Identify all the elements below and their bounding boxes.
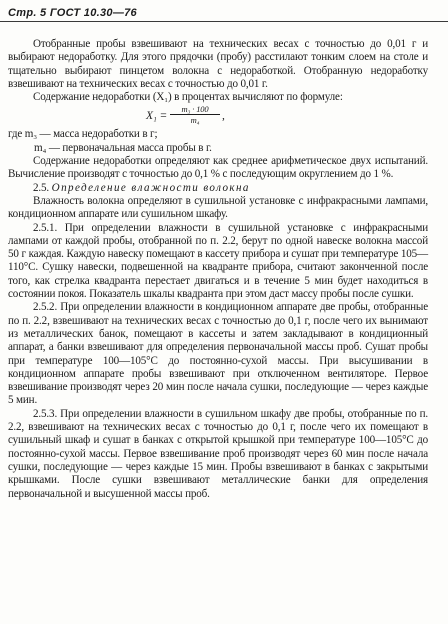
formula-where-m4: m₄ — первоначальная масса пробы в г. bbox=[34, 141, 212, 154]
paragraph-average: Содержание недоработки определяют как среднее арифметическое двух испытаний. Вычисление производят с точностью до 0,1 % с последующим округлением до 1 %. bbox=[8, 155, 428, 181]
paragraph-2-5-1: 2.5.1. При определении влажности в сушильной установке с инфракрасными лампами от каждой пробы, отобранной по п. 2.2, берут по одной навеске волокна массой 50 г каждая. Каждую навеску помещают в кассету прибора и сушат при температуре 105—110°С. Сушку навески, подвешенной на квадранте прибора, считают законченной после того, как стрелка квадранта перестает двигаться и в течение 5 мин будет находиться в состоянии покоя. Показатель шкалы квадранта при этом даст массу пробы после сушки. bbox=[8, 221, 428, 301]
paragraph-2-5-3: 2.5.3. При определении влажности в сушильном шкафу две пробы, отобранные по п. 2.2, взвешивают на технических весах с точностью до 0,1 г, после чего их помещают в сушильный шкаф и сушат в банках с открытой крышкой при температуре 100—105°С до постоянно-сухой массы. Первое взвешивание проб производят через 60 мин после начала сушки, последующие — через каждые 15 мин. Пробы взвешивают в банках с закрытыми крышками. После сушки взвешивают металлические банки для определения первоначальной и высушенной массы проб. bbox=[8, 407, 428, 500]
document-body bbox=[8, 38, 428, 501]
section-title: Определение влажности волокна bbox=[51, 181, 250, 194]
formula-numerator: m₃ · 100 bbox=[170, 104, 220, 115]
formula-denominator: m₄ bbox=[190, 115, 200, 126]
formula-where-m3: где m₃ — масса недоработки в г; bbox=[8, 128, 158, 141]
formula-x1 bbox=[8, 104, 428, 128]
formula-lhs: X₁ = bbox=[146, 110, 168, 123]
section-heading-2-5 bbox=[8, 182, 428, 195]
paragraph-sampling: Отобранные пробы взвешивают на технических весах с точностью до 0,01 г и выбирают недоработку. Для этого прядочки (пробу) расстилают тонким слоем на столе и тщательно выбирают пинцетом волокна с недоработкой. Отобранную недоработку взвешивают на технических весах с точностью до 0,01 г. bbox=[8, 38, 428, 90]
formula-fraction bbox=[170, 104, 220, 126]
paragraph-moisture-methods: Влажность волокна определяют в сушильной установке с инфракрасными лампами, кондиционном аппарате или сушильном шкафу. bbox=[8, 194, 428, 221]
paragraph-2-5-2: 2.5.2. При определении влажности в кондиционном аппарате две пробы, отобранные по п. 2.2, взвешивают на технических весах с точностью до 0,1 г, после чего их вынимают из металлических банок, помещают в кассеты и затем закладывают в кондиционный аппарат, а банки взвешивают для определения первоначальной массы проб. Сушат пробы при температуре 100—105°С до постоянно-сухой массы. При высушивании в кондиционном аппарате пробы взвешивают при отключенном вентиляторе. Первое взвешивание производят через 20 мин после начала сушки, последующие — через каждые 5 мин. bbox=[8, 301, 428, 407]
page-header: Стр. 5 ГОСТ 10.30—76 bbox=[8, 7, 137, 19]
formula-tail: , bbox=[222, 110, 225, 123]
paragraph-formula-intro: Содержание недоработки (X₁) в процентах вычисляют по формуле: bbox=[33, 91, 343, 104]
header-divider bbox=[0, 21, 448, 22]
section-number: 2.5. bbox=[33, 181, 50, 194]
